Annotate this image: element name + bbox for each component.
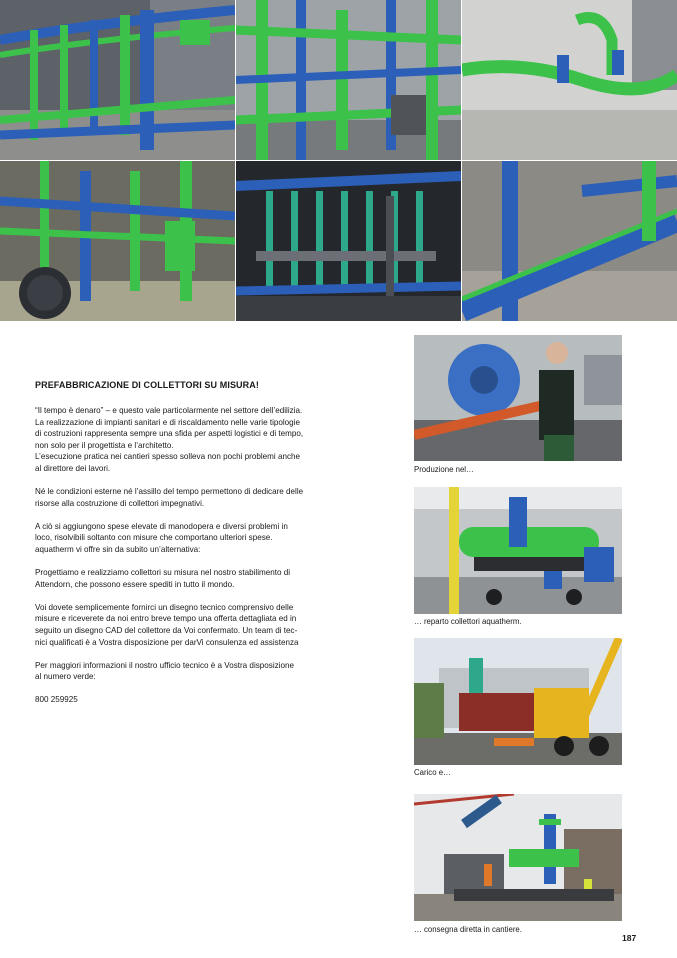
article-line: A ciò si aggiungono spese elevate di manodopera e diversi problemi in bbox=[35, 521, 288, 531]
article-body bbox=[35, 405, 309, 706]
photo-production-worker bbox=[414, 335, 622, 461]
article-paragraph bbox=[35, 405, 309, 475]
article-line: 800 259925 bbox=[35, 695, 78, 705]
article-line: misure e riceverete da noi entro breve tempo una offerta dettagliata ed in bbox=[35, 614, 297, 624]
photo-crane-loading bbox=[414, 638, 622, 765]
page-number: 187 bbox=[622, 933, 637, 943]
article-line: “Il tempo è denaro” – e questo vale particolarmente nel settore dell’edilizia. bbox=[35, 406, 303, 415]
article-heading: PREFABBRICAZIONE DI COLLETTORI SU MISURA! bbox=[35, 380, 259, 390]
article-line: Progettiamo e realizziamo collettori su misura nel nostro stabilimento di bbox=[35, 568, 291, 578]
caption-delivery: … consegna diretta in cantiere. bbox=[414, 925, 522, 934]
photo-plant-room-3 bbox=[0, 161, 235, 321]
caption-production: Produzione nel… bbox=[414, 465, 474, 474]
article-line: seguito un disegno CAD del collettore da Voi confermato. Un team di tec- bbox=[35, 625, 298, 635]
article-line: risorse alla costruzione di collettori impegnativi. bbox=[35, 498, 205, 508]
article-paragraph bbox=[35, 567, 309, 590]
article-paragraph bbox=[35, 694, 309, 706]
photo-manifold-wall bbox=[236, 161, 461, 321]
photo-plant-room-1 bbox=[0, 0, 235, 160]
article-column bbox=[35, 379, 309, 717]
article-line: di costruzioni rappresenta sempre una sfida per aspetti logistici e di tempo, bbox=[35, 429, 304, 439]
article-line: Né le condizioni esterne né l’assillo del tempo permettono di dedicare delle bbox=[35, 487, 304, 497]
photo-pipe-corridor bbox=[462, 161, 677, 321]
article-line: Voi dovete semplicemente fornirci un disegno tecnico comprensivo delle bbox=[35, 602, 294, 612]
article-line: loco, risolvibili soltanto con misure che comportano ulteriori spese. bbox=[35, 533, 273, 543]
article-line: Attendorn, che possono essere spediti in tutto il mondo. bbox=[35, 579, 235, 589]
article-line: Per maggiori informazioni il nostro ufficio tecnico è a Vostra disposizione bbox=[35, 660, 294, 670]
caption-loading: Carico e… bbox=[414, 768, 451, 777]
article-line: aquatherm vi offre sin da subito un’alternativa: bbox=[35, 544, 201, 554]
article-line: al direttore dei lavori. bbox=[35, 463, 111, 473]
photo-site-delivery bbox=[414, 794, 622, 921]
article-line: La realizzazione di impianti sanitari e di riscaldamento nelle varie tipologie bbox=[35, 417, 300, 427]
article-line: non solo per il progettista e l’architetto. bbox=[35, 440, 174, 450]
photo-manifold-workshop bbox=[414, 487, 622, 614]
article-paragraph bbox=[35, 486, 309, 509]
photo-pipe-loop bbox=[462, 0, 677, 160]
article-paragraph bbox=[35, 660, 309, 683]
photo-plant-room-2 bbox=[236, 0, 461, 160]
article-line: L’esecuzione pratica nei cantieri spesso solleva non pochi problemi anche bbox=[35, 452, 301, 462]
caption-workshop: … reparto collettori aquatherm. bbox=[414, 617, 522, 626]
article-paragraph bbox=[35, 602, 309, 648]
article-line: nici qualificati è a Vostra disposizione per darVi consulenza ed assistenza bbox=[35, 637, 299, 647]
article-paragraph bbox=[35, 521, 309, 556]
article-line: al numero verde: bbox=[35, 672, 96, 682]
